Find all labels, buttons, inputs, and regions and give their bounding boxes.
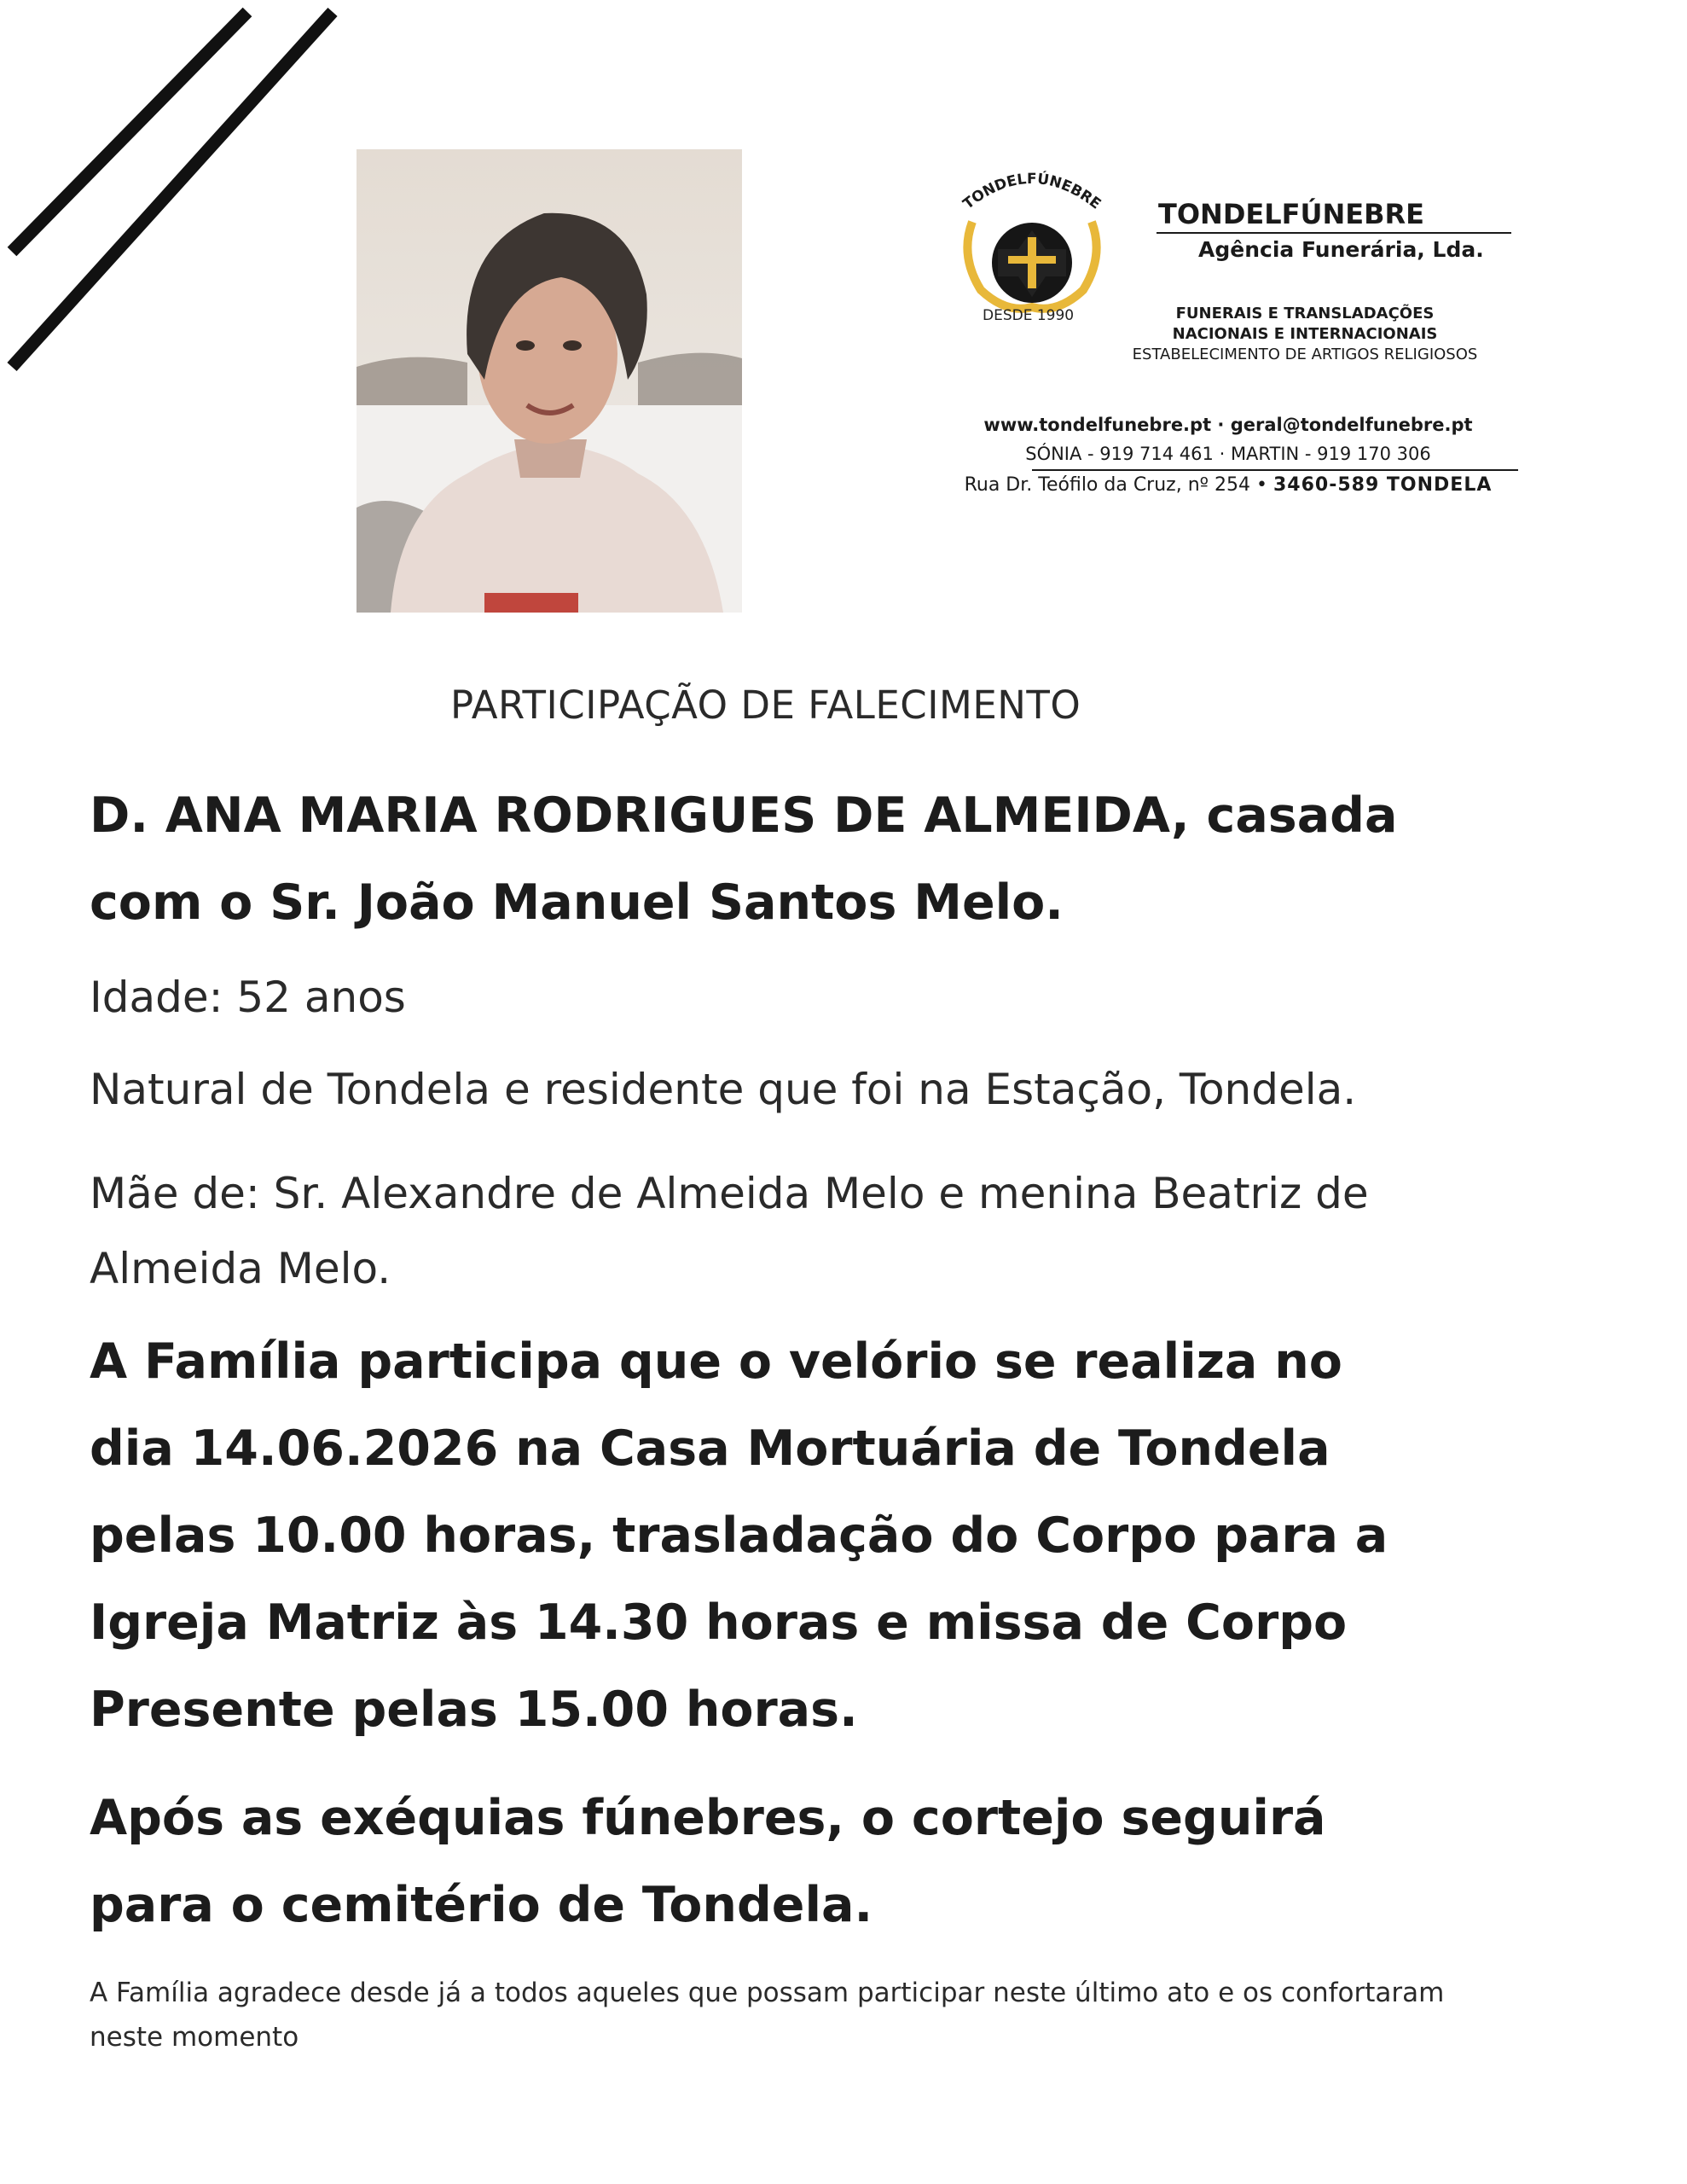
- agency-since: DESDE 1990: [983, 307, 1075, 324]
- agency-name: TONDELFÚNEBRE: [1158, 198, 1424, 230]
- children-statement: [90, 1156, 1539, 1306]
- deceased-portrait-photo: [357, 149, 742, 613]
- thanks-line: A Família agradece desde já a todos aqueles que possam participar neste último ato e os confortaram: [90, 1978, 1445, 2008]
- agency-emblem-icon: [947, 162, 1117, 316]
- agency-email-link[interactable]: geral@tondelfunebre.pt: [1230, 415, 1473, 435]
- age-line: Idade: 52 anos: [90, 973, 406, 1022]
- deceased-line: com o Sr. João Manuel Santos Melo.: [90, 874, 1064, 931]
- agency-subtitle: Agência Funerária, Lda.: [1198, 237, 1484, 262]
- thanks-note: [90, 1971, 1539, 2059]
- svg-text:TONDELFÚNEBRE: [960, 169, 1104, 213]
- origin-line: Natural de Tondela e residente que foi na Estação, Tondela.: [90, 1065, 1357, 1114]
- notice-type-heading: PARTICIPAÇÃO DE FALECIMENTO: [450, 682, 1081, 728]
- ceremony-line: dia 14.06.2026 na Casa Mortuária de Tondela: [90, 1420, 1330, 1477]
- procession-line: para o cemitério de Tondela.: [90, 1877, 873, 1933]
- agency-contacts: [938, 415, 1518, 496]
- children-line: Mãe de: Sr. Alexandre de Almeida Melo e menina Beatriz de: [90, 1169, 1369, 1218]
- phone-martin: MARTIN - 919 170 306: [1230, 444, 1431, 464]
- deceased-statement: [90, 772, 1539, 946]
- services-line: ESTABELECIMENTO DE ARTIGOS RELIGIOSOS: [1132, 346, 1478, 363]
- procession-statement: [90, 1774, 1539, 1949]
- services-line: FUNERAIS E TRANSLADAÇÕES: [1175, 305, 1435, 322]
- thanks-line: neste momento: [90, 2022, 299, 2053]
- ceremony-statement: [90, 1318, 1539, 1753]
- procession-line: Após as exéquias fúnebres, o cortejo seguirá: [90, 1790, 1326, 1846]
- emblem-arc-text: TONDELFÚNEBRE: [959, 170, 1104, 213]
- separator-dot: ·: [1219, 444, 1231, 464]
- separator-dot: •: [1256, 474, 1273, 496]
- contacts-divider: [1032, 469, 1518, 471]
- agency-postal-city: 3460-589 TONDELA: [1272, 474, 1493, 496]
- phone-sonia: SÓNIA - 919 714 461: [1025, 444, 1214, 464]
- ceremony-line: Presente pelas 15.00 horas.: [90, 1682, 858, 1738]
- agency-address: Rua Dr. Teófilo da Cruz, nº 254: [964, 474, 1250, 496]
- children-line: Almeida Melo.: [90, 1244, 391, 1293]
- agency-name-rule: [1157, 232, 1511, 234]
- ceremony-line: pelas 10.00 horas, trasladação do Corpo para a: [90, 1507, 1388, 1564]
- agency-website-link[interactable]: www.tondelfunebre.pt: [983, 415, 1212, 435]
- ceremony-line: Igreja Matriz às 14.30 horas e missa de Corpo: [90, 1594, 1348, 1651]
- services-line: NACIONAIS E INTERNACIONAIS: [1172, 325, 1438, 343]
- deceased-line: D. ANA MARIA RODRIGUES DE ALMEIDA, casada: [90, 787, 1398, 844]
- ceremony-line: A Família participa que o velório se realiza no: [90, 1333, 1342, 1390]
- separator-dot: ·: [1217, 415, 1231, 435]
- agency-services: [1100, 304, 1510, 365]
- mourning-stripes: [0, 0, 358, 384]
